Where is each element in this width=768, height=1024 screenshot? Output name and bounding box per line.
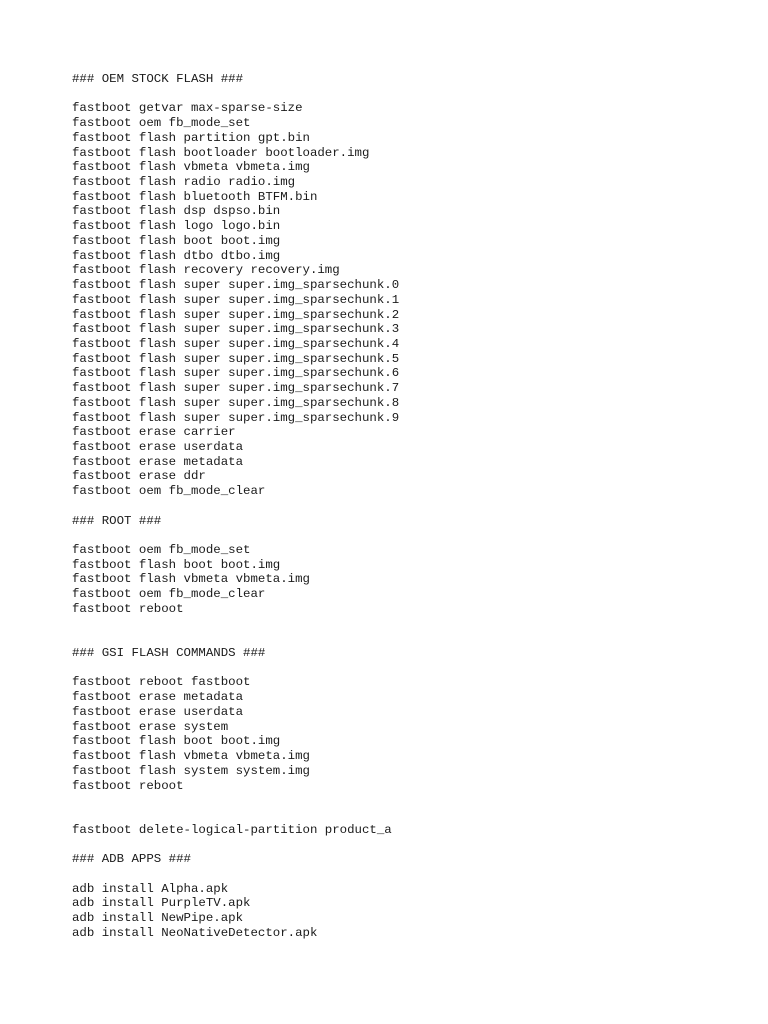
command-line: fastboot delete-logical-partition product_a	[72, 822, 392, 837]
command-line: fastboot flash boot boot.img	[72, 734, 281, 749]
command-line: adb install NeoNativeDetector.apk	[72, 925, 318, 940]
command-line: fastboot flash bluetooth BTFM.bin	[72, 189, 318, 204]
command-line: fastboot flash partition gpt.bin	[72, 130, 310, 145]
section-root	[72, 514, 399, 617]
command-line: fastboot erase carrier	[72, 425, 236, 440]
command-line: fastboot oem fb_mode_set	[72, 543, 251, 557]
command-line: fastboot flash dsp dspso.bin	[72, 204, 281, 219]
command-line: fastboot reboot	[72, 601, 184, 616]
command-line: fastboot flash vbmeta vbmeta.img	[72, 572, 310, 587]
command-line: fastboot reboot fastboot	[72, 675, 251, 690]
command-line: fastboot flash super super.img_sparsechunk.1	[72, 292, 400, 307]
command-line: fastboot flash super super.img_sparsechunk.0	[72, 278, 400, 293]
section-header: ### ADB APPS ###	[72, 852, 191, 867]
section-header: ### OEM STOCK FLASH ###	[72, 72, 244, 86]
command-line: fastboot flash vbmeta vbmeta.img	[72, 160, 310, 175]
command-line: fastboot erase metadata	[72, 690, 244, 705]
command-line: fastboot flash system system.img	[72, 763, 310, 778]
command-line: fastboot getvar max-sparse-size	[72, 101, 303, 116]
command-line: fastboot flash boot boot.img	[72, 233, 281, 248]
command-line: fastboot flash recovery recovery.img	[72, 263, 340, 278]
command-line: fastboot oem fb_mode_set	[72, 116, 251, 131]
command-line: fastboot erase metadata	[72, 454, 244, 469]
command-line: fastboot flash super super.img_sparsechunk.7	[72, 381, 400, 396]
command-line: fastboot erase userdata	[72, 439, 244, 454]
command-line: fastboot flash super super.img_sparsechunk.9	[72, 410, 400, 425]
command-line: fastboot reboot	[72, 778, 184, 793]
document-body	[72, 72, 399, 940]
command-line: fastboot flash super super.img_sparsechunk.3	[72, 322, 400, 337]
command-line: fastboot flash bootloader bootloader.img	[72, 145, 370, 160]
command-line: fastboot flash super super.img_sparsechunk.6	[72, 366, 400, 381]
section-gsi-flash-commands	[72, 646, 399, 793]
command-line: fastboot flash super super.img_sparsechunk.4	[72, 336, 400, 351]
command-line: fastboot flash vbmeta vbmeta.img	[72, 749, 310, 764]
command-line: fastboot oem fb_mode_clear	[72, 587, 266, 602]
command-line: fastboot erase ddr	[72, 469, 206, 484]
command-line: fastboot erase system	[72, 719, 229, 734]
command-line: fastboot erase userdata	[72, 704, 244, 719]
command-line: fastboot flash dtbo dtbo.img	[72, 248, 281, 263]
command-line: fastboot flash super super.img_sparsechunk.5	[72, 351, 400, 366]
command-line: fastboot flash super super.img_sparsechunk.2	[72, 307, 400, 322]
command-line: fastboot flash boot boot.img	[72, 557, 281, 572]
section-misc	[72, 823, 399, 838]
command-line: adb install NewPipe.apk	[72, 910, 244, 925]
command-line: adb install PurpleTV.apk	[72, 896, 251, 911]
command-line: fastboot oem fb_mode_clear	[72, 484, 266, 499]
command-line: fastboot flash super super.img_sparsechunk.8	[72, 395, 400, 410]
command-line: adb install Alpha.apk	[72, 881, 229, 896]
section-header: ### GSI FLASH COMMANDS ###	[72, 646, 266, 661]
section-header: ### ROOT ###	[72, 513, 162, 528]
section-oem-stock-flash	[72, 72, 399, 499]
command-line: fastboot flash radio radio.img	[72, 175, 296, 190]
command-line: fastboot flash logo logo.bin	[72, 219, 281, 234]
section-adb-apps	[72, 852, 399, 940]
